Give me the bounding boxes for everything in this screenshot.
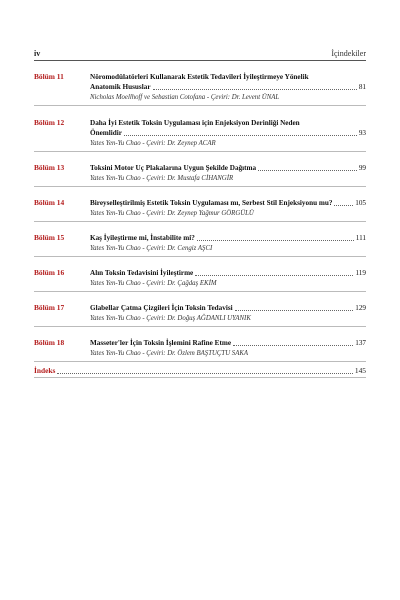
chapter-number: Bölüm 16 xyxy=(34,268,65,277)
chapter-title-text: Alın Toksin Tedavisini İyileştirme xyxy=(90,269,194,277)
chapter-page-number: 119 xyxy=(355,269,366,277)
chapter-title-line xyxy=(90,72,366,82)
chapter-authors: Yates Yen-Yu Chao - Çeviri: Dr. Zeynep Yağmur GÖRGÜLÜ xyxy=(90,210,254,217)
chapter-title-text: Masseter'ler İçin Toksin İşlemini Rafine Etme xyxy=(90,339,232,347)
page-header xyxy=(34,44,366,58)
chapter-authors: Yates Yen-Yu Chao - Çeviri: Dr. Zeynep ACAR xyxy=(90,140,216,147)
chapter-number: Bölüm 13 xyxy=(34,163,65,172)
chapter-number: Bölüm 17 xyxy=(34,303,65,312)
header-rule xyxy=(34,60,366,61)
bottom-rule xyxy=(34,377,366,378)
index-page-number: 145 xyxy=(354,366,366,375)
entry-separator xyxy=(34,151,366,152)
chapter-page-number: 105 xyxy=(355,199,366,207)
dot-leader xyxy=(153,89,357,90)
table-of-contents xyxy=(34,72,366,378)
chapter-number: Bölüm 15 xyxy=(34,233,65,242)
toc-entry-body xyxy=(90,72,366,103)
chapter-title-text: Kaş İyileştirme mi, İnstabilite mi? xyxy=(90,234,195,242)
chapter-number: Bölüm 18 xyxy=(34,338,65,347)
toc-entry[interactable] xyxy=(34,268,366,292)
toc-entry[interactable] xyxy=(34,338,366,362)
chapter-page-number: 93 xyxy=(358,129,366,137)
chapter-authors: Yates Yen-Yu Chao - Çeviri: Dr. Doğuş AĞDANLI UYANIK xyxy=(90,315,251,322)
toc-entry-body xyxy=(90,338,366,359)
chapter-title-text: Anatomik Hususlar xyxy=(90,83,151,91)
page-number: iv xyxy=(34,49,41,58)
chapter-authors: Yates Yen-Yu Chao - Çeviri: Dr. Çağdaş EKİM xyxy=(90,280,217,287)
entry-separator xyxy=(34,326,366,327)
chapter-page-number: 129 xyxy=(355,304,366,312)
entry-separator xyxy=(34,186,366,187)
chapter-number: Bölüm 14 xyxy=(34,198,65,207)
toc-entry-body xyxy=(90,268,366,289)
entry-separator xyxy=(34,361,366,362)
chapter-title-line xyxy=(90,82,366,92)
toc-entry[interactable] xyxy=(34,303,366,327)
entry-separator xyxy=(34,256,366,257)
dot-leader xyxy=(124,135,357,136)
entry-separator xyxy=(34,291,366,292)
chapter-authors: Yates Yen-Yu Chao - Çeviri: Dr. Cengiz AŞCI xyxy=(90,245,213,252)
chapter-title-line xyxy=(90,338,366,348)
toc-entry[interactable] xyxy=(34,198,366,222)
chapter-title-line xyxy=(90,198,366,208)
toc-entry[interactable] xyxy=(34,72,366,106)
chapter-number: Bölüm 11 xyxy=(34,72,64,81)
chapter-title-text: Daha İyi Estetik Toksin Uygulaması için Enjeksiyon Derinliği Neden xyxy=(90,119,300,127)
chapter-page-number: 137 xyxy=(355,339,366,347)
toc-entry[interactable] xyxy=(34,163,366,187)
index-label: İndeks xyxy=(34,366,56,375)
entry-separator xyxy=(34,221,366,222)
index-entry[interactable] xyxy=(34,366,366,376)
dot-leader xyxy=(235,310,354,311)
chapter-title-line xyxy=(90,163,366,173)
toc-entry-body xyxy=(90,198,366,219)
entry-separator xyxy=(34,105,366,106)
running-title: İçindekiler xyxy=(331,49,366,58)
dot-leader xyxy=(334,205,353,206)
chapter-title-line xyxy=(90,118,366,128)
toc-entry-body xyxy=(90,233,366,254)
dot-leader xyxy=(197,240,354,241)
chapter-page-number: 81 xyxy=(358,83,366,91)
chapter-title-line xyxy=(90,303,366,313)
chapter-title-text: Toksini Motor Uç Plakalarına Uygun Şekilde Dağıtma xyxy=(90,164,257,172)
chapter-title-line xyxy=(90,128,366,138)
chapter-authors: Yates Yen-Yu Chao - Çeviri: Dr. Mustafa CİHANGİR xyxy=(90,175,234,182)
dot-leader xyxy=(233,345,353,346)
dot-leader xyxy=(57,373,353,374)
toc-entry-body xyxy=(90,118,366,149)
chapter-title-line xyxy=(90,233,366,243)
chapter-title-text: Glabellar Çatma Çizgileri İçin Toksin Tedavisi xyxy=(90,304,233,312)
chapter-authors: Nicholas Moellhoff ve Sebastian Cotofana - Çeviri: Dr. Levent ÜNAL xyxy=(90,94,280,101)
chapter-page-number: 99 xyxy=(358,164,366,172)
dot-leader xyxy=(258,170,357,171)
toc-entry-body xyxy=(90,303,366,324)
chapter-number: Bölüm 12 xyxy=(34,118,65,127)
chapter-page-number: 111 xyxy=(355,234,366,242)
chapter-title-line xyxy=(90,268,366,278)
toc-entry[interactable] xyxy=(34,118,366,152)
chapter-title-text: Bireyselleştirilmiş Estetik Toksin Uygulaması mı, Serbest Stil Enjeksiyonu mu? xyxy=(90,199,333,207)
toc-entry-body xyxy=(90,163,366,184)
chapter-title-text: Önemlidir xyxy=(90,129,122,137)
chapter-title-text: Nöromodülatörleri Kullanarak Estetik Tedavileri İyileştirmeye Yönelik xyxy=(90,73,309,81)
dot-leader xyxy=(195,275,353,276)
chapter-authors: Yates Yen-Yu Chao - Çeviri: Dr. Özlem BAŞTUÇTU SAKA xyxy=(90,350,249,357)
toc-entry[interactable] xyxy=(34,233,366,257)
